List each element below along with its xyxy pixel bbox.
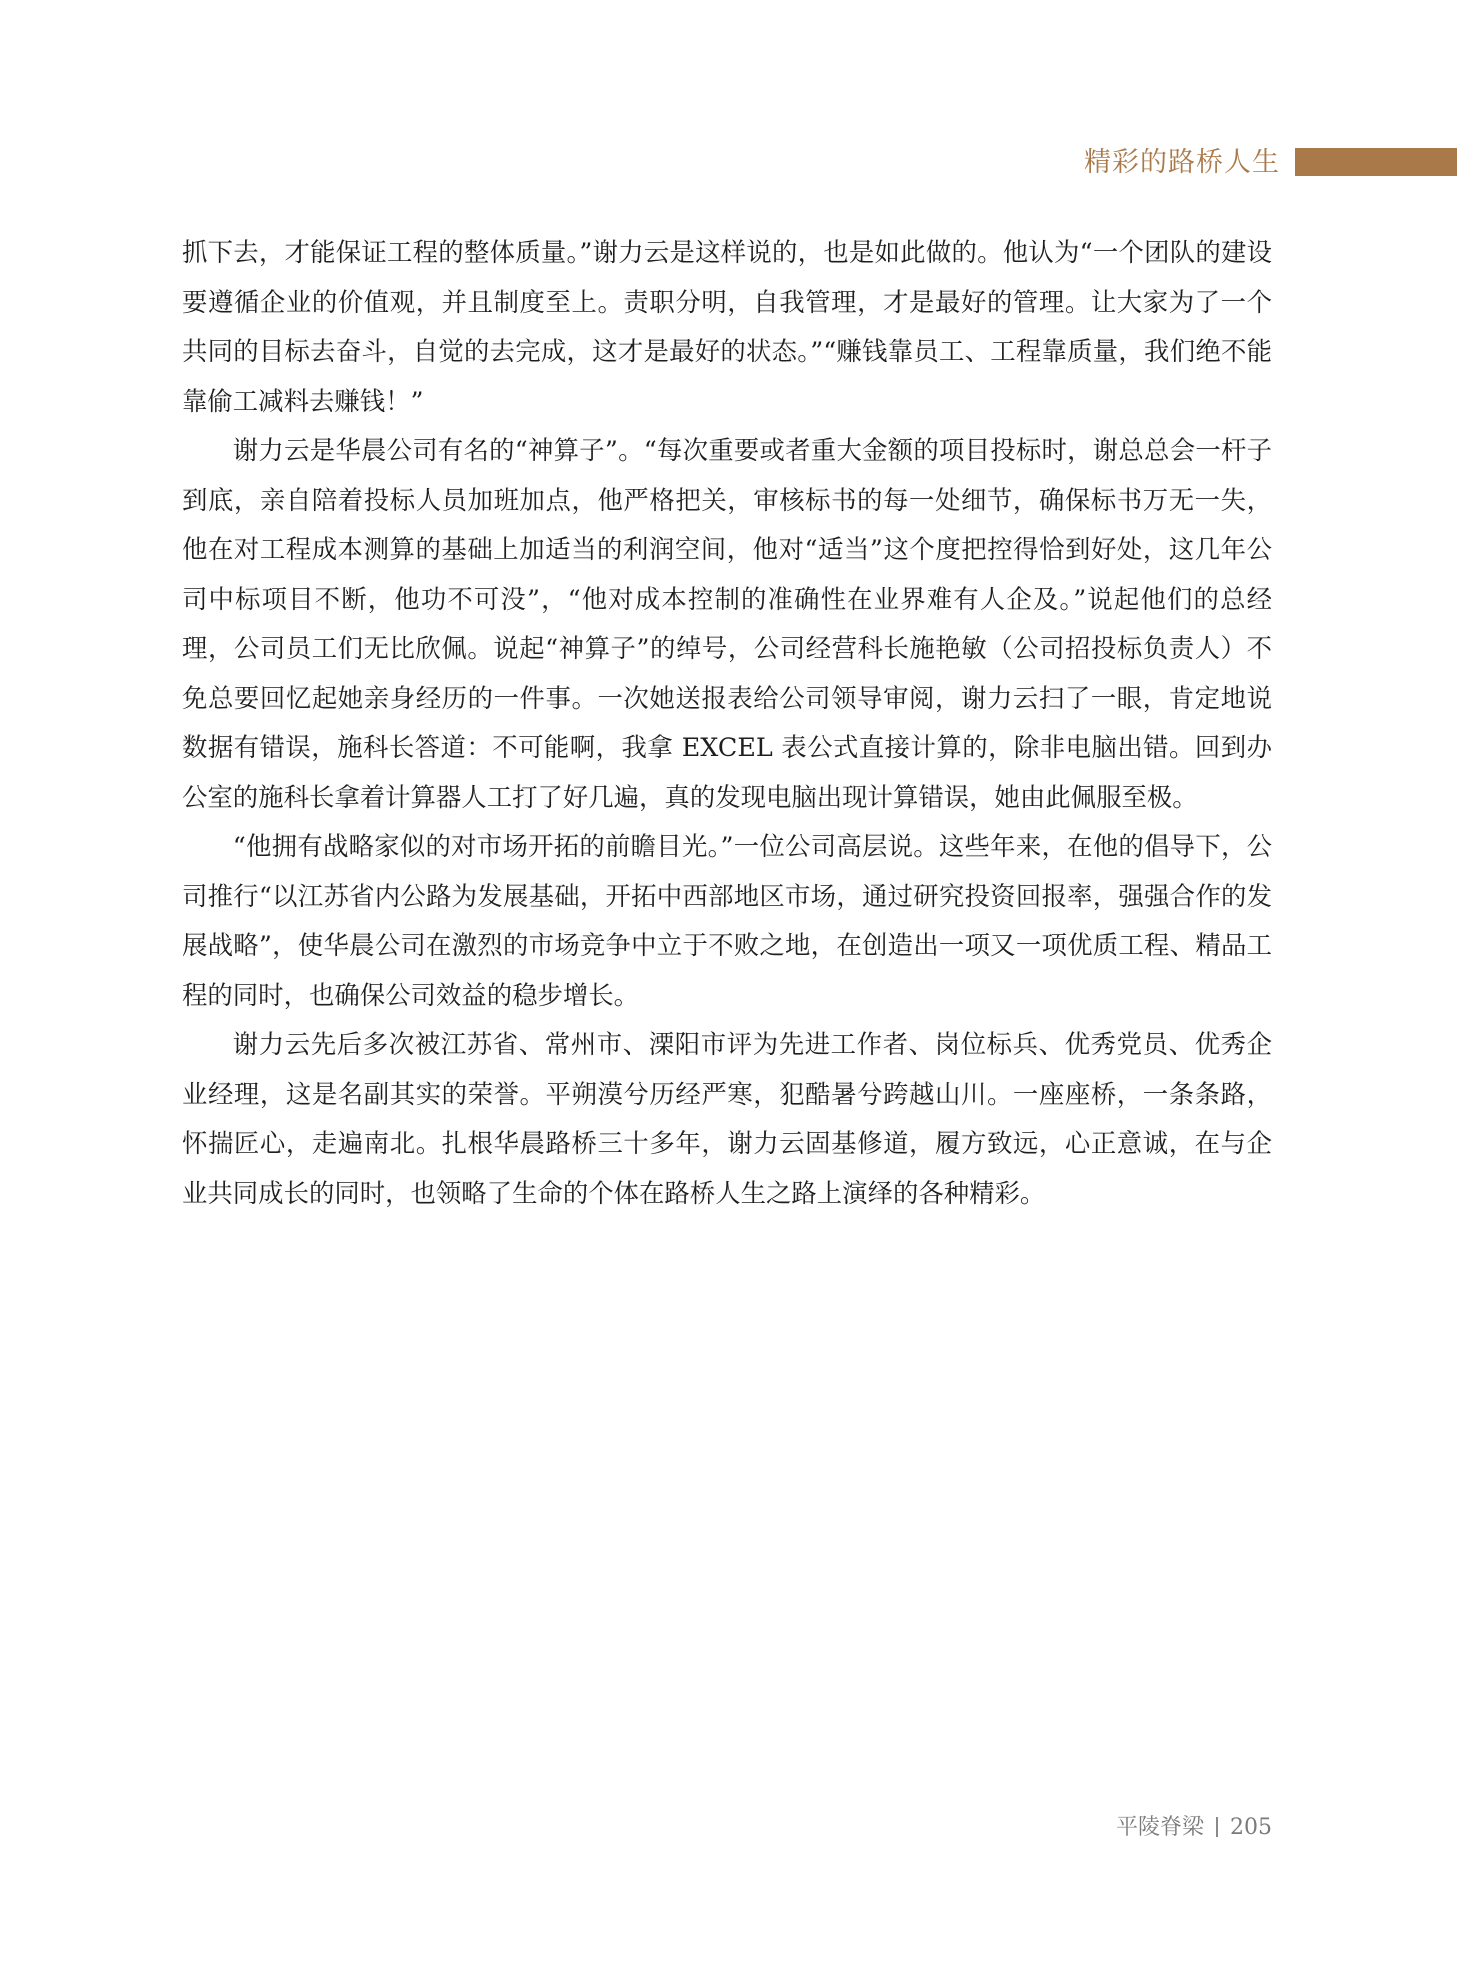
paragraph-2: 谢力云是华晨公司有名的“神算子”。“每次重要或者重大金额的项目投标时，谢总总会一杆子到底，亲自陪着投标人员加班加点，他严格把关，审核标书的每一处细节，确保标书万无一失，他在对工程成本测算的基础上加适当的利润空间，他对“适当”这个度把控得恰到好处，这几年公司中标项目不断，他功不可没”，“他对成本控制的准确性在业界难有人企及。”说起他们的总经理，公司员工们无比欣佩。说起“神算子”的绰号，公司经营科长施艳敏（公司招投标负责人）不免总要回忆起她亲身经历的一件事。一次她送报表给公司领导审阅，谢力云扫了一眼，肯定地说数据有错误，施科长答道：不可能啊，我拿 EXCEL 表公式直接计算的，除非电脑出错。回到办公室的施科长拿着计算器人工打了好几遍，真的发现电脑出现计算错误，她由此佩服至极。 (182, 435, 1272, 812)
footer-separator (1216, 1817, 1218, 1837)
running-header-title: 精彩的路桥人生 (1084, 147, 1280, 178)
paragraph-4: 谢力云先后多次被江苏省、常州市、溧阳市评为先进工作者、岗位标兵、优秀党员、优秀企业经理，这是名副其实的荣誉。平朔漠兮历经严寒，犯酷暑兮跨越山川。一座座桥，一条条路，怀揣匠心，走遍南北。扎根华晨路桥三十多年，谢力云固基修道，履方致远，心正意诚，在与企业共同成长的同时，也领略了生命的个体在路桥人生之路上演绎的各种精彩。 (182, 1029, 1272, 1208)
paragraph-3: “他拥有战略家似的对市场开拓的前瞻目光。”一位公司高层说。这些年来，在他的倡导下，公司推行“以江苏省内公路为发展基础，开拓中西部地区市场，通过研究投资回报率，强强合作的发展战略”，使华晨公司在激烈的市场竞争中立于不败之地，在创造出一项又一项优质工程、精品工程的同时，也确保公司效益的稳步增长。 (182, 831, 1272, 1010)
body-text (182, 228, 1272, 1218)
page-footer (1000, 1813, 1272, 1843)
footer-book-title: 平陵脊梁 (1115, 1815, 1204, 1840)
page-number: 205 (1230, 1815, 1272, 1840)
paragraph-1: 抓下去，才能保证工程的整体质量。”谢力云是这样说的，也是如此做的。他认为“一个团队的建设要遵循企业的价值观，并且制度至上。责职分明，自我管理，才是最好的管理。让大家为了一个共同的目标去奋斗，自觉的去完成，这才是最好的状态。”“赚钱靠员工、工程靠质量，我们绝不能靠偷工减料去赚钱！” (182, 237, 1272, 416)
header-accent-bar (1295, 148, 1457, 176)
